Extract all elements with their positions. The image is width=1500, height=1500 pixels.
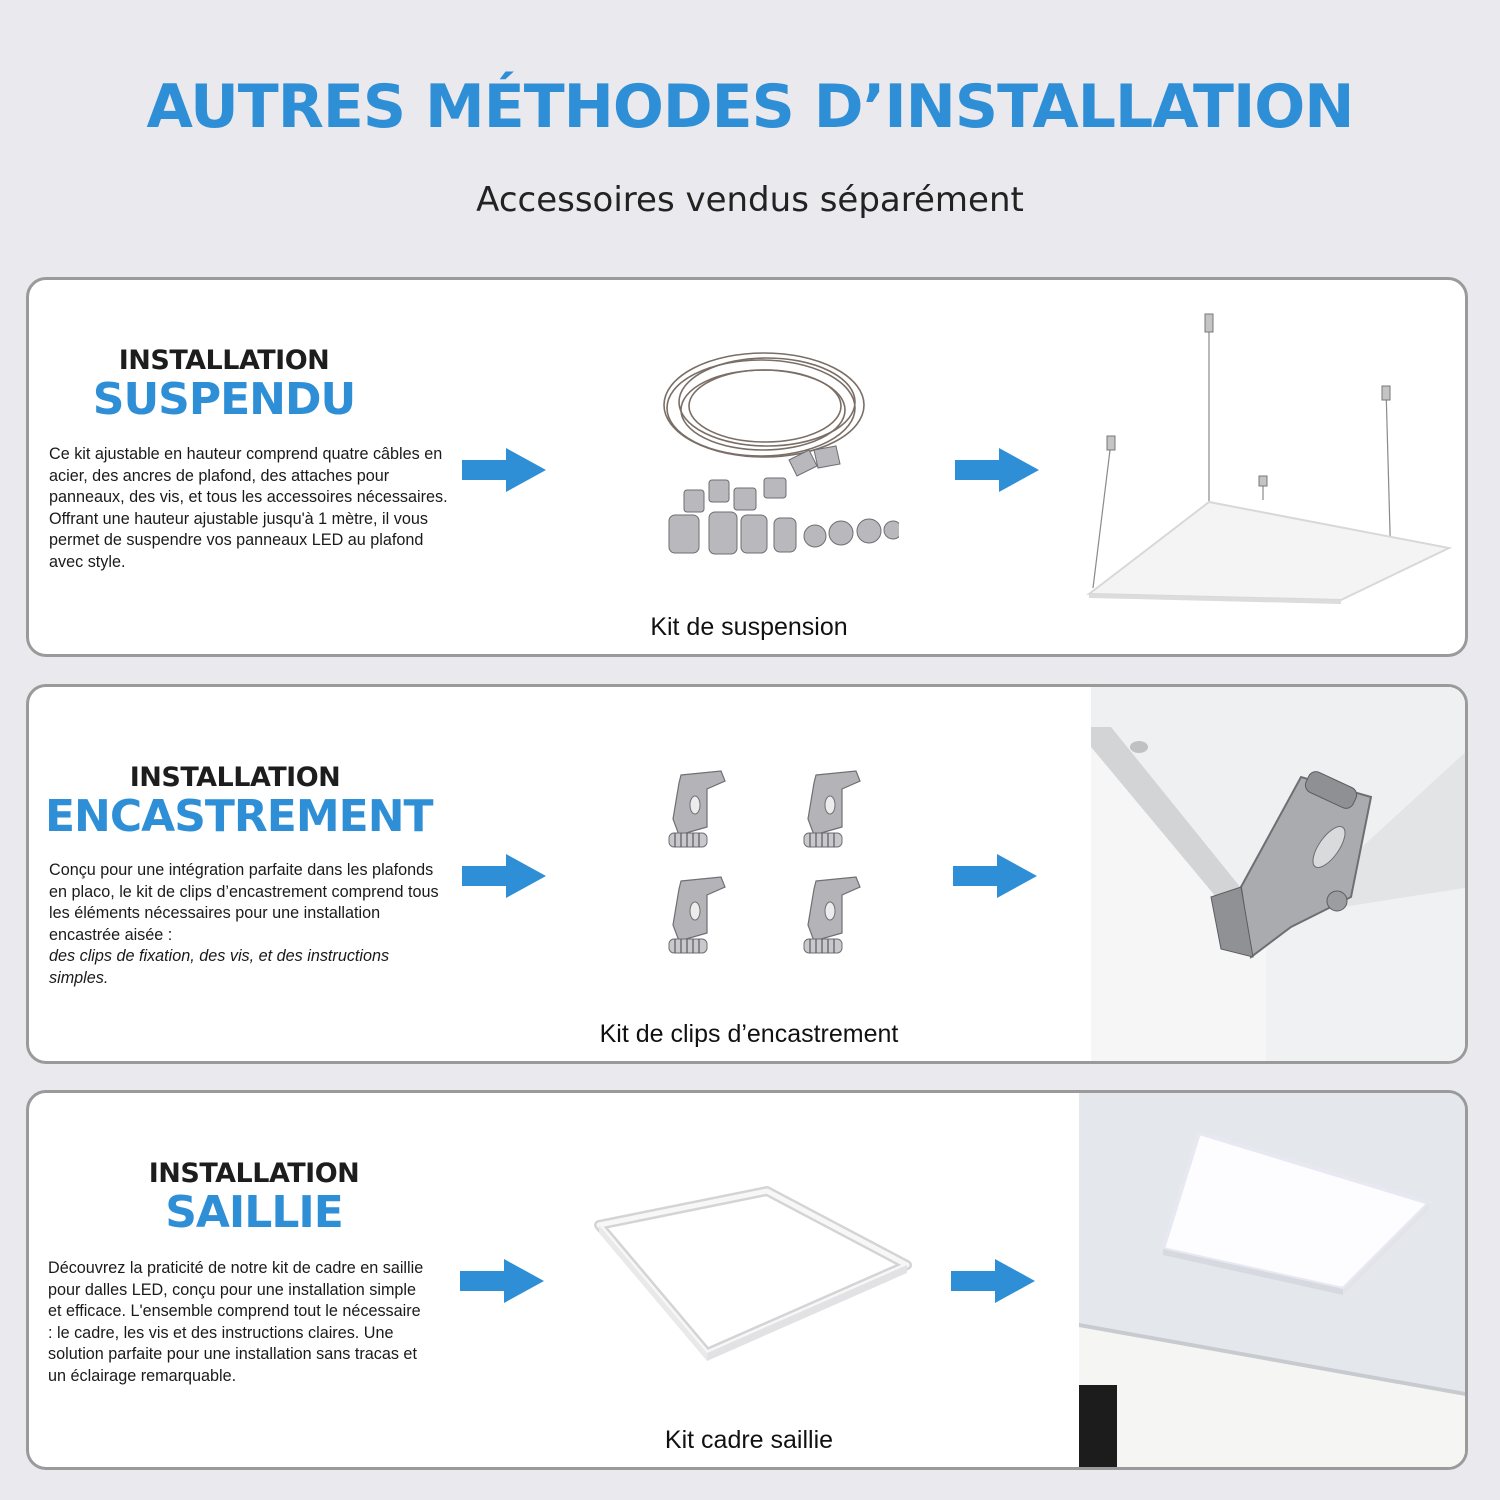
arrow-right-icon (953, 854, 1037, 898)
section-heading (119, 1159, 389, 1237)
section-caption: Kit de clips d’encastrement (599, 1020, 899, 1048)
surface-frame-image (589, 1183, 919, 1373)
description-paragraph: Ce kit ajustable en hauteur comprend quatre câbles en acier, des ancres de plafond, des attaches pour panneaux, des vis, et tous les accessoires nécessaires. (49, 445, 448, 507)
section-heading (45, 762, 433, 842)
page-title: AUTRES MÉTHODES D’INSTALLATION (146, 72, 1354, 142)
section-name: SUSPENDU (92, 374, 356, 425)
arrow-right-icon (955, 448, 1039, 492)
section-caption: Kit cadre saillie (664, 1426, 834, 1454)
page-subtitle: Accessoires vendus séparément (476, 180, 1024, 220)
section-card-encastrement (26, 684, 1468, 1064)
section-heading (89, 346, 359, 424)
section-description (49, 444, 449, 574)
section-kicker: INSTALLATION (129, 762, 341, 793)
section-name: ENCASTREMENT (45, 791, 433, 842)
surface-mounted-panel-photo (1079, 1093, 1468, 1470)
section-description (48, 1258, 428, 1388)
recessed-clips-image (639, 765, 879, 965)
description-paragraph: des clips de fixation, des vis, et des instructions simples. (49, 947, 390, 987)
section-name: SAILLIE (165, 1187, 343, 1238)
section-kicker: INSTALLATION (118, 345, 330, 376)
arrow-right-icon (460, 1259, 544, 1303)
arrow-right-icon (462, 448, 546, 492)
suspension-kit-image (629, 340, 899, 570)
suspended-panel-image (1079, 310, 1468, 610)
section-card-saillie (26, 1090, 1468, 1470)
arrow-right-icon (462, 854, 546, 898)
description-paragraph: Découvrez la praticité de notre kit de cadre en saillie pour dalles LED, conçu pour une installation simple et efficace. L'ensemble comprend tout le nécessaire : le cadre, les vis et des instructions claires. Une solution parfaite pour une installation sans tracas et un éclairage remarquable. (48, 1259, 424, 1385)
section-description (49, 860, 449, 990)
recessed-installation-photo (1091, 687, 1468, 1064)
description-paragraph: Offrant une hauteur ajustable jusqu'à 1 mètre, il vous permet de suspendre vos panneaux LED au plafond avec style. (49, 509, 428, 571)
section-caption: Kit de suspension (650, 613, 848, 641)
section-card-suspendu (26, 277, 1468, 657)
arrow-right-icon (951, 1259, 1035, 1303)
description-paragraph: Conçu pour une intégration parfaite dans les plafonds en placo, le kit de clips d’encastrement comprend tous les éléments nécessaires pour une installation encastrée aisée : (49, 861, 439, 944)
section-kicker: INSTALLATION (148, 1158, 360, 1189)
